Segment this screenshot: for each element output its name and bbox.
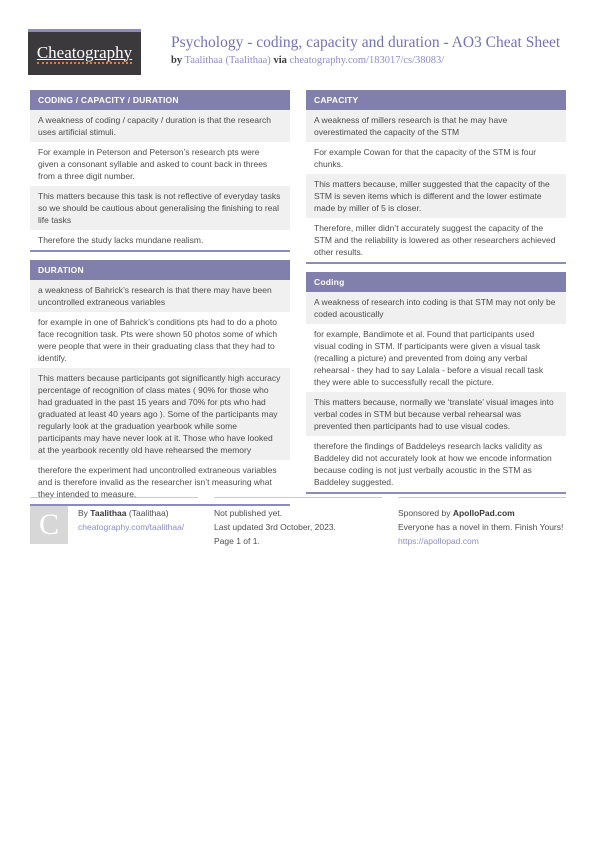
avatar-letter: C xyxy=(38,508,59,541)
section-title: CODING / CAPACITY / DURATION xyxy=(30,90,290,110)
footer-author-line xyxy=(78,506,184,520)
byline-by-label: by xyxy=(171,54,183,66)
byline xyxy=(171,55,560,66)
page-title: Psychology - coding, capacity and duration - AO3 Cheat Sheet xyxy=(171,34,561,51)
sponsor-link[interactable]: https://apollopad.com xyxy=(398,536,479,546)
section-row: therefore the experiment had uncontrolled extraneous variables and is therefore invalid as the researcher isn’t measuring what they intended to measure. xyxy=(30,460,290,504)
content-columns xyxy=(30,90,566,514)
sponsor-line xyxy=(398,506,566,520)
section-row: a weakness of Bahrick’s research is that there may have been uncontrolled extraneous variables xyxy=(30,280,290,312)
footer-meta-block xyxy=(214,497,382,548)
section-row: For example in Peterson and Peterson’s research pts were given a consonant syllable and asked to count back in threes from a three digit number. xyxy=(30,142,290,186)
section-card xyxy=(30,260,290,506)
sponsor-tagline: Everyone has a novel in them. Finish Yours! xyxy=(398,522,564,532)
footer-author-alias: (Taalithaa) xyxy=(128,508,169,518)
section-card xyxy=(306,272,566,494)
section-row: for example in one of Bahrick’s conditions pts had to do a photo face recognition task. Pts were shown 50 photos some of which were people that were in their graduating class that they had to identify. xyxy=(30,312,290,368)
right-column xyxy=(306,90,566,514)
section-card xyxy=(30,90,290,252)
title-block xyxy=(171,29,560,66)
footer-author-text xyxy=(78,506,184,548)
publish-status: Not published yet. xyxy=(214,508,283,518)
cheatography-logo[interactable] xyxy=(28,29,141,75)
section-row: A weakness of research into coding is that STM may not only be coded acoustically xyxy=(306,292,566,324)
footer-sponsor-block xyxy=(398,497,566,548)
section-row: This matters because, miller suggested that the capacity of the STM is seven items which is different and the lower estimate made by miller of 5 is closer. xyxy=(306,174,566,218)
section-title: DURATION xyxy=(30,260,290,280)
section-row: A weakness of millers research is that he may have overestimated the capacity of the STM xyxy=(306,110,566,142)
page-count: Page 1 of 1. xyxy=(214,536,260,546)
section-card xyxy=(306,90,566,264)
section-row: For example Cowan for that the capacity of the STM is four chunks. xyxy=(306,142,566,174)
footer-by-label: By xyxy=(78,508,88,518)
section-row: therefore the findings of Baddeleys research lacks validity as Baddeley did not accurately look at how we encode information because coding is not just verbally acoustic in the STM as Baddeley suggested. xyxy=(306,436,566,492)
author-link[interactable]: Taalithaa (Taalithaa) xyxy=(184,54,271,66)
sponsor-name: ApolloPad.com xyxy=(452,508,515,518)
sheet-url-link[interactable]: cheatography.com/183017/cs/38083/ xyxy=(289,54,445,66)
page-footer xyxy=(30,497,566,548)
footer-profile-link[interactable]: cheatography.com/taalithaa/ xyxy=(78,522,185,532)
section-row: This matters because, normally we ‘translate’ visual images into verbal codes in STM but because verbal rehearsal was prevented then participants had to use visual codes. xyxy=(306,392,566,436)
author-avatar[interactable] xyxy=(30,506,68,544)
footer-author-name: Taalithaa xyxy=(90,508,127,518)
cheatography-logo-text: Cheatography xyxy=(36,42,133,62)
section-row: This matters because participants got significantly high accuracy percentage of recognition of class mates ( 90% for those who had graduated in the past 15 years and 70% for pts who had graduated at least 40 years ago ). Some of the participants may regularly look at the graduation yearbook while some participants may have never look at it. Those who have looked at the yearbook recently old have rehearsed the memory xyxy=(30,368,290,460)
section-row: A weakness of coding / capacity / duration is that the research uses artificial stimuli. xyxy=(30,110,290,142)
section-row: for example, Bandimote et al. Found that participants used visual coding in STM. If participants were given a visual task (recalling a picture) and prevented from doing any verbal rehearsal - they had to say Lalala - before a visual recall task they were able to successfully recall the picture. xyxy=(306,324,566,392)
section-row: This matters because this task is not reflective of everyday tasks so we should be cautious about generalising the finishing to real life tasks xyxy=(30,186,290,230)
page-header xyxy=(28,29,572,75)
section-title: Coding xyxy=(306,272,566,292)
section-row: Therefore, miller didn’t accurately suggest the capacity of the STM and the reliability is lowered as other researchers achieved other results. xyxy=(306,218,566,262)
last-updated: Last updated 3rd October, 2023. xyxy=(214,522,336,532)
footer-author-block xyxy=(30,497,198,548)
section-row: Therefore the study lacks mundane realism. xyxy=(30,230,290,250)
left-column xyxy=(30,90,290,514)
sponsor-label: Sponsored by xyxy=(398,508,451,518)
byline-via-label: via xyxy=(273,54,287,66)
section-title: CAPACITY xyxy=(306,90,566,110)
